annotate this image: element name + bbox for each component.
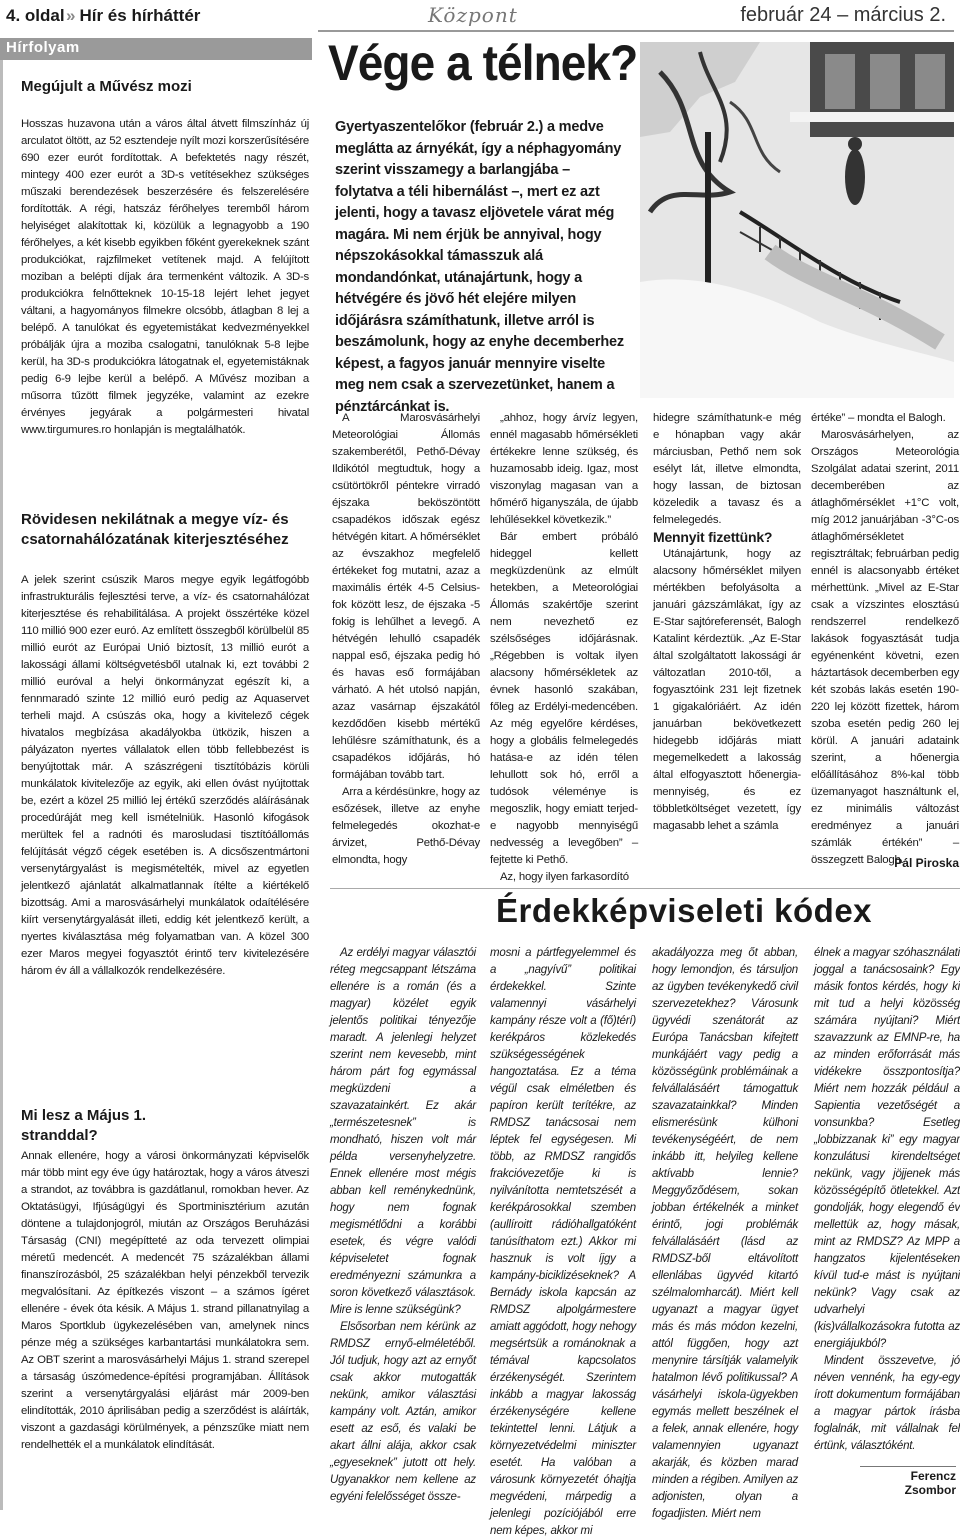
header-rule (318, 30, 954, 32)
paragraph: Utánajártunk, hogy az alacsony hőmérséklet milyen mértékben befolyásolta a januári gázszámlákat, így az E-Star sajtóreferensét, Balogh Katalint kérdeztük. „Az E-Star által szolgáltatott lakossági ár változatlan 2010-től, a fogyasztóink 231 lejt fizetnek 1 gigakalóriáért. Az idén januárban bekövetkezett hidegebb időjárás miatt megemelkedett a lakosság által elfogyasztott hőenergia-mennyiség, és ez többletköltséget vezetett, így magasabb lehet a számla (653, 548, 801, 832)
subheading: Mennyit fizettünk? (653, 529, 773, 545)
paragraph: „ahhoz, hogy árvíz legyen, ennél magasabb hőmérsékleti értékekre lenne szükség, és huzamosabb ideig. Igaz, most viszonylag magasan van a hőmérő higanyszála, de újabb lehűlésekkel következik.” (490, 412, 638, 526)
main-lead: Gyertyaszentelőkor (február 2.) a medve meglátta az árnyékát, így a néphagyomány szerint visszamegy a barlangjába – folytatva a téli hibernálást –, mert ez azt jelenti, hogy a tavasz eljövetele várat még magára. Mi nem érjük be annyival, hogy népszokásokkal támasszuk alá mondandónkat, utánajártunk, hogy a hétvégére és jövő hét elejére milyen időjárásra számíthatunk, illetve arról is beszámolunk, hogy az enyhe decemberhez képest, a fagyos január mennyire viselte meg nem csak a szervezetünket, hanem a pénztárcánkat is. (335, 119, 624, 415)
main-headline: Vége a télnek? (328, 35, 638, 91)
paragraph: mosni a pártfegyelemmel és a „nagyívű” politikai érdekekkel. Szinte valamennyi vásárhelyi kampány része volt a (fő)térí) kerékpáros közlekedés szükségességének hangoztatása. Ez a téma végül csak elméletben és papíron került terítékre, az RMDSZ tanácsosai nem léptek fel egységesen. Mi több, az RMDSZ rangidős frakcióvezetője ki is nyilvánította nemtetszését a kerékpárosokkal szemben (aullíroitt rádióhallgatóként tanúsíthatom ezt.) Akkor mi hasznuk is volt íjgy a kampány-biciklizéseknek? A Bernády iskola kapcsán az RMDSZ alpolgármestere amiatt aggódott, hogy nehogy megsértsük a románoknak a témával kapcsolatos érzékenységét. Szerintem inkább a magyar lakosság érzékenységére kellene tekintettel lenni. Látjuk a környezetvédelmi miniszter esetét. Ha valóban a városunk környezetét óhajtja megvédeni, márpedig a jelenlegi pozíciójából erre nem képes, akkor mi (490, 947, 636, 1537)
page-number: 4. oldal (6, 6, 65, 25)
article-body-beach: Annak ellenére, hogy a városi önkormányzati képviselők már több mint egy éve úgy határoztak, hogy a város átveszi a strandot, az továbbra is gazdátlanul, romokban hever. Az Oktatásügyi, Ifjúságügyi és Sportminisztérium azután döntene a tulajdonjogról, miután az Országos Beruházási Társaság (CNI) megépítteté az oda tervezett olimpiai méretű medencét. A medencét 75 százalékban állami finanszírozásból, 25 százalékban helyi pénzekből tervezik megvalósítani. Az építkezés viszont – a számos ígéret ellenére - évek óta késik. A Május 1. strand pillanatnyilag a Maros Sportklub ügykezelésében van, amelynek nincs pénze még a szükséges karbantartási munkálatokra sem. Az OBT szerint a marosvásárhelyi Május 1. strand szerepel a társaság úszómedence-építési programjában. Állítások szerint a versenytárgyalási eljárást már 2009-ben elindították, 2010 áprilisában pedig a szerződést is aláírták, viszont a gazdasági körülmények, a pénzszűke miatt nem rendelhették el a munkálatok elindítását. (21, 1150, 309, 1451)
paragraph: Marosvásárhelyen, az Országos Meteorológia Szolgálat adatai szerint, 2011 decemberében az átlaghőmérséklet +1°C volt, míg 2012 januárjában -3°C-os átlaghőmérsékletet regisztráltak; februárban pedig ennél is alacsonyabb értéket mérhettünk. „Mivel az E-Star csak a vízszintes elosztású rendszerrel rendelkező lakások fogyasztását tudja egyénenként követni, ezen háztartások decemberben egy két szobás lakás esetén 190-220 lej között fizettek, három szoba esetén pedig 260 lej körül. A januári adataink szerint, a hőenergia előállításához 8%-kal több üzemanyagot használtunk el, ez minimális változást eredményez a januári számlák értékén” – összegzett Balogh. (811, 429, 959, 866)
paragraph: hidegre számíthatunk-e még e hónapban vagy akár márciusban, Pethő nem sok esélyt lát, illetve elmondta, hogy lassan, de biztosan közeledik a tavasz és a felmelegedés. (653, 412, 801, 526)
winter-photo (640, 42, 954, 398)
paragraph: élnek a magyar szóhasználati joggal a tanácsosaink? Egy másik fontos kérdés, hogy ki mit tud a helyi közösség számára nyújtani? Miért szavazzunk az EMNP-re, ha az minden erőforrását más vidékekre összpontosítja? Miért nem hozzák például a Sapientia vezetőségét a vonsunkba? Esetleg „lobbizzanak ki” egy magyar konzulátusi kirendeltséget nekünk, vagy jöjjenek más közösségépítő ötletekkel. Azt gondolják, hogy elegendő év mellettük az, hogy másak, mint az RMDSZ? Az MPP a hangzatos kijelentéseken kívül tud-e mást is nyújtani nekünk? Vagy csak az udvarhelyi (kis)vállalkozásokra futotta az energiájukból? (814, 947, 960, 1350)
weather-column-3 (653, 410, 801, 835)
weather-column-2 (490, 410, 638, 886)
page-header (0, 0, 960, 34)
brand-logo: Központ (428, 3, 518, 27)
weather-column-1 (332, 410, 480, 869)
opinion-title: Érdekképviseleti kódex (496, 892, 873, 929)
section-title (66, 6, 200, 26)
section-arrows-icon: » (66, 6, 76, 25)
paragraph: értéke” – mondta el Balogh. (811, 412, 946, 424)
paragraph: Az, hogy ilyen farkasordító (500, 871, 629, 883)
opinion-column-1 (330, 945, 476, 1506)
news-feed-column (0, 38, 310, 1510)
paragraph: Elsősorban nem kérünk az RMDSZ ernyő-elméletéből. Jól tudjuk, hogy azt az ernyőt csak akkor mutogatták nekünk, amikor választási kampány volt. Aztán, amikor esett az eső, és valaki be akart állni alája, akkor csak „egyeseknek” jutott ott hely. Ugyanakkor nem kellene az egyéni felelősséget össze- (330, 1321, 476, 1503)
issue-dates: február 24 – március 2. (740, 4, 946, 26)
section-label: Hír és hírháttér (79, 6, 201, 25)
news-feed-tag: Hírfolyam (0, 38, 312, 60)
author-byline: Pál Piroska (894, 856, 959, 870)
winter-scene-image (640, 42, 954, 398)
paragraph: akadályozza meg őt abban, hogy lemondjon, és társuljon az ügyben tevékenykedő civil szervezetekhez? Városunk ügyvédi szenátorát az Európa Tanácsban kifejtett munkájáért vagy pedig a közösségünk problémáinak a felvállalásáért támogattuk szavazatainkkal? Minden elismerésünk külhoni tevékenységéért, de nem inkább itt, helyileg kellene aktívabb lennie? Meggyőződésem, sokan jobban értékelnék a minket érintő, jogi problémák felvállalásáért (lásd az RMDSZ-ből eltávolított ellenlábas ügyvéd kitartó szélmalomharcát). Miért kell ugyanazt a magyar ügyet más és más módon kezelni, attól függően, hogy azt menynire társítják valamelyik hatalmon lévő politikussal? A vásárhelyi iskola-ügyekben egymás mellett beszélnek el a felek, annak ellenére, hogy valamennyien ugyanazt akarják, és közben marad minden a régiben. Amilyen az adjonisten, olyan a fogadjisten. Miért nem (652, 947, 798, 1520)
article-title-water: Rövidesen nekilátnak a megye víz- és csatornahálózatának kiterjesztéséhez (21, 511, 289, 548)
opinion-author-byline: Ferencz Zsombor (860, 1466, 956, 1497)
paragraph: A Marosvásárhelyi Meteorológiai Állomás szakemberétől, Pethő-Dévay Ildikótól megtudtuk, hogy a csütörtökről péntekre virradó éjszaka beköszöntött csapadékos időszak egész hétvégén kitart. A hőmérséklet az évszakhoz megfelelő értékeket fog mutatni, azaz a maximális érték 4-5 Celsius-fok között lesz, de éjszaka -5 fokig is lehűlhet a levegő. A hétvégén lehulló csapadék nappal eső, éjszaka pedig hó és havas eső formájában várható. A hét utolsó napján, azaz vasárnap éjszakától kezdődően kisebb mértékű lehűlésre számíthatunk, és a csapadékos időjárás, hó formájában tovább tart. (332, 412, 480, 781)
opinion-column-4 (814, 945, 960, 1455)
article-body-cinema: Hosszas huzavona után a város által átvett filmszínház új arculatot öltött, az 52 esztendeje nyílt mozi korszerűsítésére 690 ezer eurót fordítottak. A befektetés nagy részét, mintegy 400 ezer eurót a 3D-s vetítésekhez szükséges műszaki berendezések beszerzésére és felszerelésére fordították. A régi, hatszáz férőhelyes teremből három helyiséget alakítottak ki, közülük a legnagyobb a 190 férőhelyes, a két kisebb egyikben főként gyerekeknek szánt produkciókat, rajzfilmeket vetítenek majd. A felújított moziban a belépti díjak ára termenként változik. A 3D-s produkciókra felnőtteknek 10-15-18 lejért lehet jegyet váltani, a hagyományos filmekre olcsóbb, átlagban 8 lej a belépő. A tanulókat és egyetemistákat kedvezményekkel próbálják újra a moziba csalogatni, tanulóknak 5-8 lejbe kerül, ha 3D-s produkciókra látogatnak el, egyetemistáknak pedig 6-9 lejbe kerül a belépő. A Művész moziban a műsorra tűzött filmek jegyzéke, valamint az ezekre érvényes jegyárak a polgármesteri hivatal www.tirgumures.ro honlapján is megtalálhatók. (21, 118, 309, 436)
opinion-column-2 (490, 945, 636, 1540)
paragraph: Mindent összevetve, jó néven vennénk, ha egy-egy írott dokumentum formájában a magyar pártok írásba foglalnák, mit vállalnak fel értünk, választóként. (814, 1355, 960, 1452)
paragraph: Az erdélyi magyar választói réteg megcsappant létszáma ellenére is a román (és a magyar) közélet egyik jelentős politikai tényezője maradt. A jelenlegi helyzet szerint nem kevesebb, mint három párt fog egymással megküzdeni a szavazatainkért. Ez akár „természetesnek” is mondható, hiszen volt már példa versenyhelyzetre. Ennek ellenére most mégis abban kell reménykednünk, hogy nem fognak megismétlődni a korábbi esetek, és végre valódi képviseletet fognak eredményezni számunkra a soron következő választások. Mire is lenne szükségünk? (330, 947, 476, 1316)
article-title-cinema: Megújult a Művész mozi (21, 78, 192, 95)
article-title-beach: Mi lesz a Május 1. stranddal? (21, 1107, 147, 1144)
article-body-water: A jelek szerint csúszik Maros megye egyik legátfogóbb infrastrukturális fejlesztési terve, a víz- és csatornahálózat kiterjesztése és rehabilitálása. A projekt összértéke közel 110 millió 900 ezer euró. Az említett összegből körülbelül 85 millió eurót az Európai Unió biztosít, 13 millió eurót a lakossági állami költségvetésből utalnak ki, ezt további 2 millió euróval a helyi önkormányzat egészít ki, a fennmaradó szinte 12 millió euró pedig az Aquaservet terheli majd. A csúszás oka, hogy a kivitelező cégek hivatalos megbízása akadályokba ütközik, hiszen a pályázaton nyertes vállalatok ellen több fellebbezést is benyújtottak már. A szászrégeni tisztítóbázis körüli munkálatok kivitelezője az egyik, aki ellen óvást nyújtottak be, ezért a közel 25 millió lej értékű szerződés aláírásának procedúráját meg kell ismételniük. Hasonló kifogások merültek fel a radnóti és marosludasi tisztítóállomás felújítását végző cégek esetében is. A dicsőszentmártoni versenytárgyalást is megismételték, mivel az egyetlen jelentkező ajánlatát alkalmatlannak ítélte a kiértékelő bizottság. Ami a marosvásárhelyi munkálatok odaítélésére kiírt versenytárgyalását illeti, eddig két jelentkező került, a nyertes kiválasztása még folyamatban van. A közel 300 ezer Maros megyei fogyasztót érintő terv kivitelezésére három év áll a vállalkozók rendelkezésére. (21, 574, 309, 977)
paragraph: Bár embert próbáló hideggel kellett megküzdenünk az elmúlt hetekben, a Meteorológiai Állomás szakértője szerint nem nevezhető ez szélsőséges időjárásnak. „Régebben is voltak ilyen alacsony hőmérsékletek az évnek hasonló szakában, főleg az Erdélyi-medencében. Az még egyelőre kérdéses, hogy a globális felmelegedés hatása-e az idén télen lehullott sok hó, erről a tudósok véleménye is megoszlik, hogy emiatt terjed-e nagyobb mennyiségű nedvesség a levegőben” – fejtette ki Pethő. (490, 531, 638, 866)
paragraph: Arra a kérdésünkre, hogy az esőzések, illetve az enyhe felmelegedés okozhat-e árvizet, Pethő-Dévay elmondta, hogy (332, 786, 480, 866)
opinion-column-3 (652, 945, 798, 1523)
weather-column-4 (811, 410, 959, 869)
